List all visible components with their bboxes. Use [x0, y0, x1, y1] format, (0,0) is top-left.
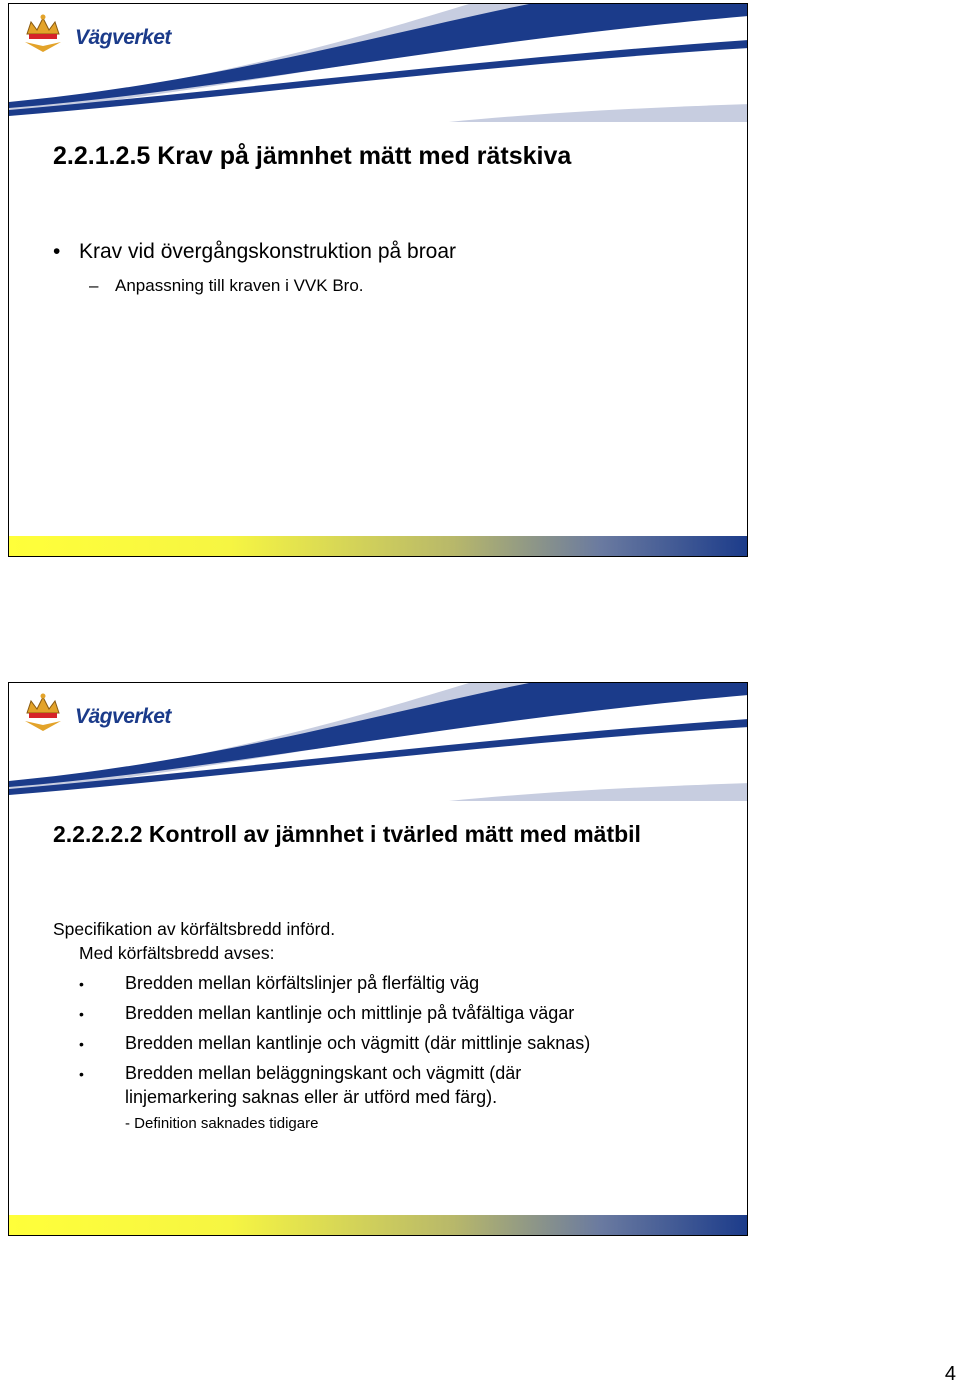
list-item-text: Bredden mellan kantlinje och mittlinje på tvåfältiga vägar [125, 1003, 575, 1023]
slide-title: 2.2.1.2.5 Krav på jämnhet mätt med rätskiva [53, 142, 572, 170]
footer-gradient-bar [9, 1215, 748, 1235]
sub-item-text: Anpassning till kraven i VVK Bro. [115, 276, 364, 295]
bullet-icon: • [53, 240, 61, 263]
bullet-icon: • [79, 1036, 84, 1052]
slide-1 [8, 3, 748, 557]
intro-line-2: Med körfältsbredd avses: [79, 943, 275, 963]
slide-2 [8, 682, 748, 1236]
bullet-icon: • [79, 976, 84, 992]
page-number: 4 [944, 1363, 956, 1385]
list-item-continuation: linjemarkering saknas eller är utförd med färg). [125, 1087, 498, 1107]
list-item-text: Bredden mellan kantlinje och vägmitt (där mittlinje saknas) [125, 1033, 591, 1053]
crown-icon [23, 691, 63, 735]
note-text: - Definition saknades tidigare [125, 1115, 319, 1132]
list-item-text: Bredden mellan beläggningskant och vägmitt (där [125, 1063, 522, 1083]
intro-line: Specifikation av körfältsbredd införd. [53, 919, 336, 939]
bullet-text: Krav vid övergångskonstruktion på broar [79, 240, 457, 263]
logo-text: Vägverket [75, 26, 171, 49]
list-item-text: Bredden mellan körfältslinjer på flerfältig väg [125, 973, 480, 993]
vagverket-logo [23, 12, 183, 56]
bullet-icon: • [79, 1066, 84, 1082]
logo-text: Vägverket [75, 705, 171, 728]
footer-gradient-bar [9, 536, 748, 556]
crown-icon [23, 12, 63, 56]
dash-icon: – [89, 276, 99, 295]
slide-title: 2.2.2.2.2 Kontroll av jämnhet i tvärled mätt med mätbil [53, 821, 641, 847]
vagverket-logo [23, 691, 183, 735]
bullet-icon: • [79, 1006, 84, 1022]
